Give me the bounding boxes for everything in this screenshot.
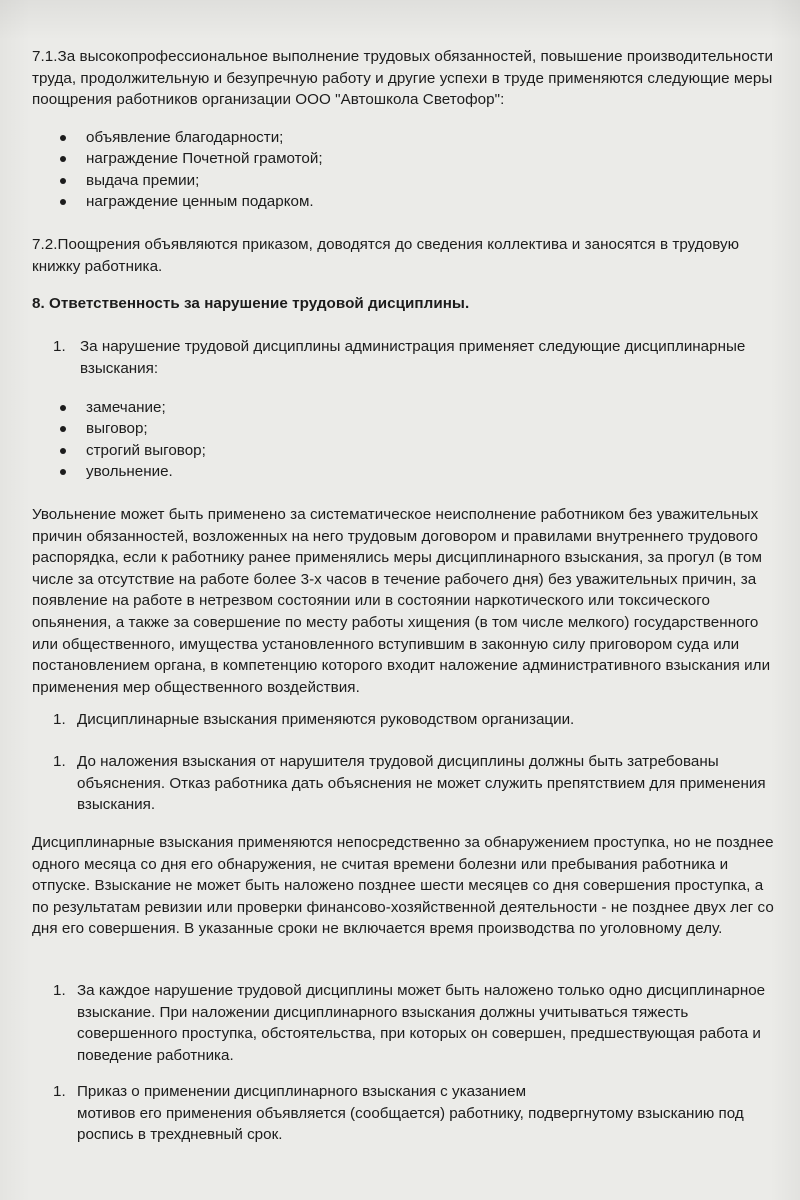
incentive-item: награждение ценным подарком. xyxy=(86,193,314,210)
bullet-icon xyxy=(60,448,66,454)
paragraph-7-2: 7.2.Поощрения объявляются приказом, доводятся до сведения коллектива и заносятся в трудовую книжку работника. xyxy=(32,236,740,275)
bullet-icon xyxy=(60,156,66,162)
list-number: 1. xyxy=(53,982,66,999)
list-number: 1. xyxy=(53,711,66,728)
list-number: 1. xyxy=(53,753,66,770)
bullet-icon xyxy=(60,469,66,475)
bullet-icon xyxy=(60,405,66,411)
bullet-icon xyxy=(60,178,66,184)
incentive-item: объявление благодарности; xyxy=(86,129,284,146)
numbered-item-explanations: До наложения взыскания от нарушителя трудовой дисциплины должны быть затребованы объяснения. Отказ работника дать объяснения не может служить препятствием для применения взыскания. xyxy=(77,753,766,814)
order-text-rest: мотивов его применения объявляется (сообщается) работнику, подвергнутому взысканию под роспись в трехдневный срок. xyxy=(77,1104,744,1144)
bullet-icon xyxy=(60,426,66,432)
paragraph-timing: Дисциплинарные взыскания применяются непосредственно за обнаружением проступка, но не позднее одного месяца со дня его обнаружения, не считая времени болезни или пребывания работника и отпуске. Взыскание не может быть наложено позднее шести месяцев со дня совершения проступка, а по результатам ревизии или проверки финансово-хозяйственной деятельности - не позднее двух лег со дня его совершения. В указанные сроки не включается время производства по уголовному делу. xyxy=(32,834,774,938)
numbered-item-order xyxy=(77,1081,777,1146)
bullet-icon xyxy=(60,199,66,205)
numbered-item-penalties: За нарушение трудовой дисциплины администрация применяет следующие дисциплинарные взыскания: xyxy=(80,338,746,377)
incentive-item: выдача премии; xyxy=(86,172,200,189)
section-heading-8: 8. Ответственность за нарушение трудовой дисциплины. xyxy=(32,295,470,312)
list-number: 1. xyxy=(53,1083,66,1100)
list-number: 1. xyxy=(53,338,66,355)
numbered-item-management: Дисциплинарные взыскания применяются руководством организации. xyxy=(77,711,575,728)
order-text-line1: Приказ о применении дисциплинарного взыскания с указанием xyxy=(77,1083,527,1100)
incentive-item: награждение Почетной грамотой; xyxy=(86,150,323,167)
bullet-icon xyxy=(60,135,66,141)
penalty-item: выговор; xyxy=(86,420,148,437)
numbered-item-single-penalty: За каждое нарушение трудовой дисциплины может быть наложено только одно дисциплинарное взыскание. При наложении дисциплинарного взыскания должны учитываться тяжесть совершенного проступка, обстоятельства, при которых он совершен, предшествующая работа и поведение работника. xyxy=(77,982,766,1064)
penalty-item: замечание; xyxy=(86,399,166,416)
paragraph-7-1: 7.1.За высокопрофессиональное выполнение трудовых обязанностей, повышение производительности труда, продолжительную и безупречную работу и другие успехи в труде применяются следующие меры поощрения работников организации ООО "Автошкола Светофор": xyxy=(32,48,774,109)
paragraph-dismissal: Увольнение может быть применено за систематическое неисполнение работником без уважительных причин обязанностей, возложенных на него трудовым договором и правилами внутреннего трудового распорядка, если к работнику ранее применялись меры дисциплинарного взыскания, за прогул (в том числе за отсутствие на работе более 3-х часов в течение рабочего дня) без уважительных причин, за появление на работе в нетрезвом состоянии или в состоянии наркотического или токсического опьянения, а также за совершение по месту работы хищения (в том числе мелкого) государственного или общественного, имущества установленного вступившим в законную силу приговором суда или постановлением органа, в компетенцию которого входит наложение административного взыскания или применения мер общественного воздействия. xyxy=(32,506,771,696)
penalty-item: увольнение. xyxy=(86,463,173,480)
penalty-item: строгий выговор; xyxy=(86,442,206,459)
